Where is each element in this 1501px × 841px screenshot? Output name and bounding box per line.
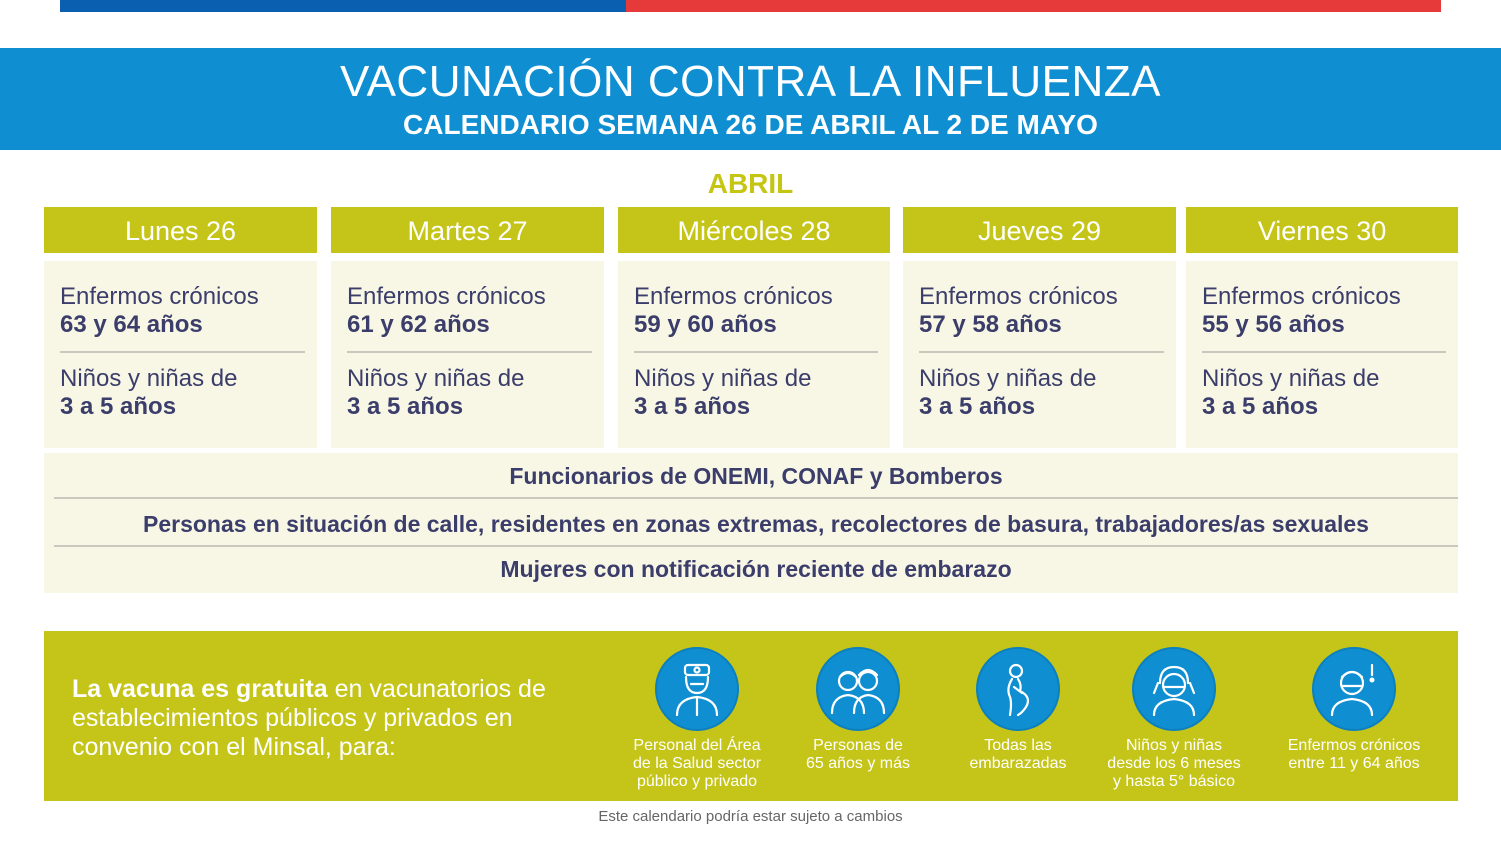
- group-chronic: [919, 261, 1164, 353]
- child-icon: [1132, 647, 1216, 731]
- day-header: Viernes 30: [1186, 207, 1458, 253]
- all-week-group-row: Mujeres con notificación reciente de embarazo: [500, 556, 1012, 582]
- group-children: [1202, 353, 1446, 421]
- group-children: [347, 353, 592, 421]
- group-badge-health-worker: [607, 647, 787, 791]
- chronic-patient-icon: [1312, 647, 1396, 731]
- group-badge-elderly: [768, 647, 948, 773]
- group-label: Enfermos crónicos: [347, 283, 546, 310]
- page-subtitle: CALENDARIO SEMANA 26 DE ABRIL AL 2 DE MAYO: [403, 109, 1098, 140]
- top-flag-stripe: [60, 0, 1441, 12]
- month-label: ABRIL: [707, 168, 794, 199]
- group-chronic: [634, 261, 878, 353]
- stripe-red: [626, 0, 1441, 12]
- stripe-blue: [60, 0, 626, 12]
- day-body: [331, 261, 604, 448]
- day-column-thursday: [903, 207, 1176, 448]
- group-badge-label: Niños y niñas desde los 6 meses y hasta 5° básico: [1107, 737, 1241, 790]
- group-ages: 3 a 5 años: [60, 393, 177, 420]
- day-header: Jueves 29: [903, 207, 1176, 253]
- free-vaccine-panel: [44, 631, 1458, 801]
- group-chronic: [347, 261, 592, 353]
- elderly-couple-icon: [816, 647, 900, 731]
- group-label: Niños y niñas de: [1202, 365, 1380, 392]
- group-ages: 61 y 62 años: [347, 311, 490, 338]
- group-ages: 55 y 56 años: [1202, 311, 1345, 338]
- group-chronic: [60, 261, 305, 353]
- disclaimer-note: Este calendario podría estar sujeto a cambios: [598, 808, 903, 825]
- day-column-wednesday: [618, 207, 890, 448]
- health-worker-icon: [655, 647, 739, 731]
- group-label: Niños y niñas de: [347, 365, 525, 392]
- group-badge-pregnant: [928, 647, 1108, 773]
- day-body: [618, 261, 890, 448]
- group-ages: 3 a 5 años: [347, 393, 464, 420]
- day-column-monday: [44, 207, 317, 448]
- divider: [54, 497, 1458, 499]
- group-label: Enfermos crónicos: [1202, 283, 1401, 310]
- day-column-friday: [1186, 207, 1458, 448]
- group-badge-label: Personas de 65 años y más: [805, 737, 911, 772]
- all-week-group-row: Personas en situación de calle, residentes en zonas extremas, recolectores de basura, trabajadores/as sexuales: [143, 511, 1369, 537]
- group-badge-chronic: [1264, 647, 1444, 773]
- group-children: [634, 353, 878, 421]
- divider: [54, 545, 1458, 547]
- group-badge-label: Todas las embarazadas: [969, 737, 1067, 772]
- group-chronic: [1202, 261, 1446, 353]
- group-label: Niños y niñas de: [919, 365, 1097, 392]
- group-label: Niños y niñas de: [634, 365, 812, 392]
- group-ages: 3 a 5 años: [1202, 393, 1319, 420]
- group-children: [919, 353, 1164, 421]
- free-vaccine-rest: en vacunatorios de establecimientos públicos y privados en convenio con el Minsal, para:: [72, 675, 546, 761]
- day-column-tuesday: [331, 207, 604, 448]
- header-banner: [0, 48, 1501, 150]
- group-children: [60, 353, 305, 421]
- group-badge-label: Enfermos crónicos entre 11 y 64 años: [1287, 737, 1421, 772]
- group-ages: 63 y 64 años: [60, 311, 203, 338]
- pregnant-woman-icon: [976, 647, 1060, 731]
- day-body: [1186, 261, 1458, 448]
- day-header: Martes 27: [331, 207, 604, 253]
- group-label: Enfermos crónicos: [919, 283, 1118, 310]
- group-label: Enfermos crónicos: [60, 283, 259, 310]
- all-week-group-row: Funcionarios de ONEMI, CONAF y Bomberos: [509, 463, 1003, 489]
- page-title: VACUNACIÓN CONTRA LA INFLUENZA: [340, 57, 1161, 106]
- day-body: [44, 261, 317, 448]
- group-ages: 59 y 60 años: [634, 311, 777, 338]
- day-body: [903, 261, 1176, 448]
- group-label: Niños y niñas de: [60, 365, 238, 392]
- free-vaccine-text: [72, 675, 592, 762]
- day-header: Miércoles 28: [618, 207, 890, 253]
- group-ages: 57 y 58 años: [919, 311, 1062, 338]
- day-header: Lunes 26: [44, 207, 317, 253]
- group-label: Enfermos crónicos: [634, 283, 833, 310]
- group-ages: 3 a 5 años: [919, 393, 1036, 420]
- group-ages: 3 a 5 años: [634, 393, 751, 420]
- all-week-groups: [44, 453, 1458, 593]
- group-badge-children: [1084, 647, 1264, 791]
- group-badge-label: Personal del Área de la Salud sector público y privado: [632, 737, 762, 790]
- free-vaccine-bold: La vacuna es gratuita: [72, 675, 328, 703]
